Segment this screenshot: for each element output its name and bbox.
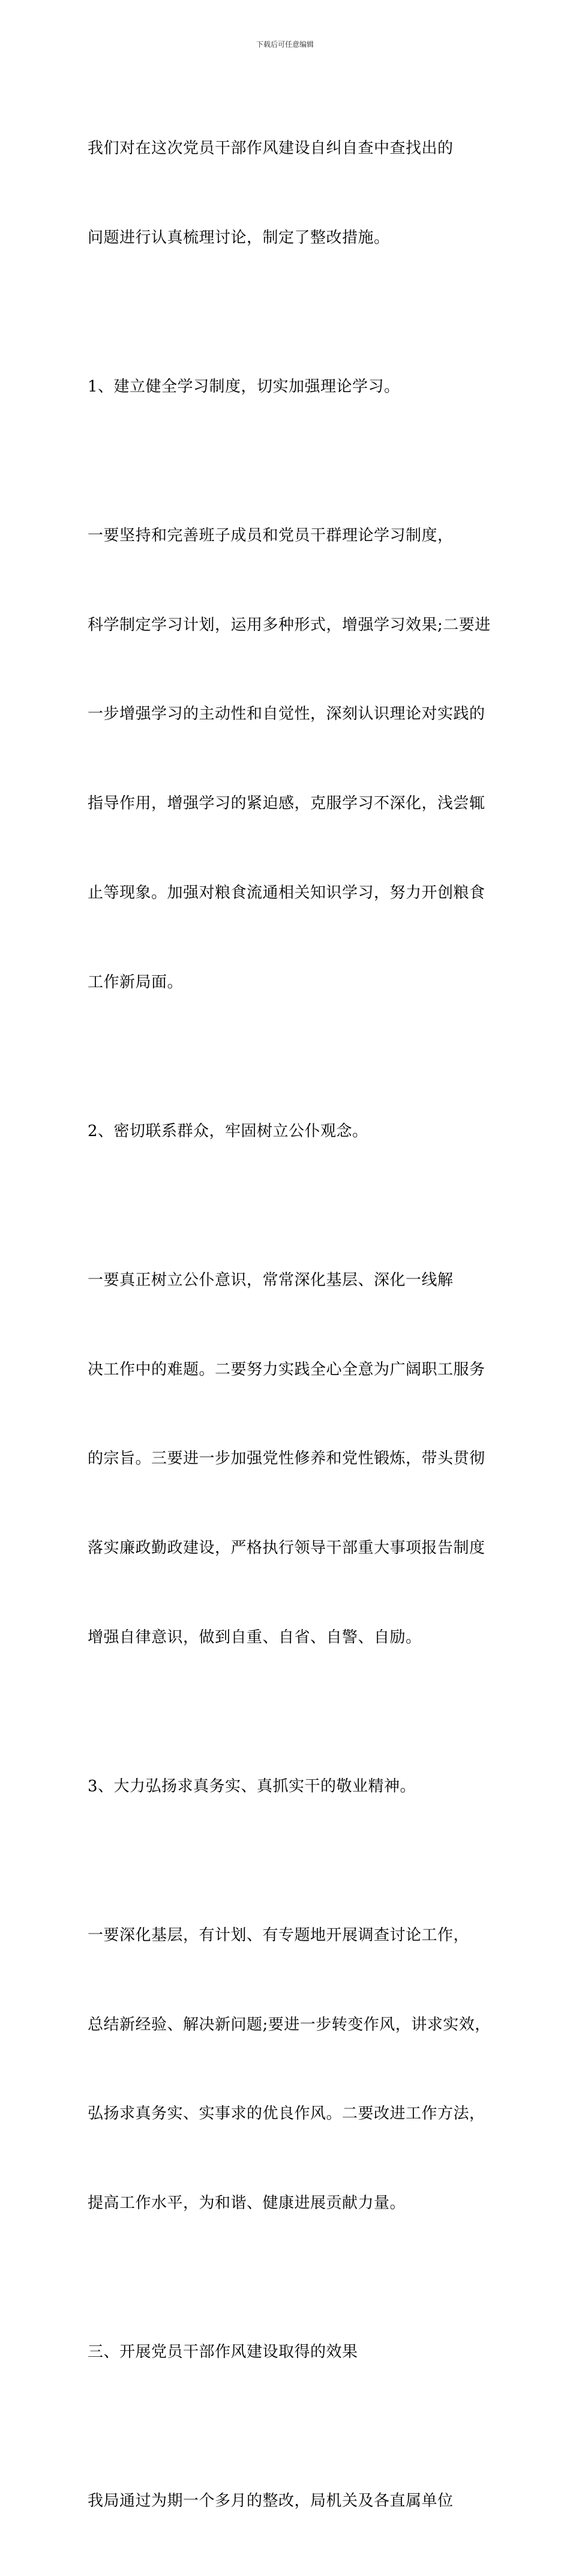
text-line: 指导作用，增强学习的紧迫感，克服学习不深化，浅尝辄 — [88, 794, 485, 813]
text-line: 一步增强学习的主动性和自觉性，深刻认识理论对实践的 — [88, 705, 485, 724]
section-heading — [88, 1713, 496, 1861]
text-line: 落实廉政勤政建设，严格执行领导干部重大事项报告制度 — [88, 1539, 485, 1558]
text-line: 一要深化基层，有计划、有专题地开展调查讨论工作， — [88, 1926, 470, 1944]
text-line: 弘扬求真务实、实事求的优良作风。二要改进工作方法， — [88, 2105, 485, 2123]
text-line: 提高工作水平，为和谐、健康进展贡献力量。 — [88, 2194, 406, 2213]
paragraph — [88, 2427, 496, 2576]
section-heading — [88, 1057, 496, 1206]
paragraph — [88, 1206, 496, 1713]
section-heading — [88, 2278, 496, 2427]
text-line: 一要坚持和完善班子成员和党员干群理论学习制度， — [88, 526, 454, 545]
text-line: 的宗旨。三要进一步加强党性修养和党性锻炼，带头贯彻 — [88, 1450, 485, 1468]
text-line: 三、开展党员干部作风建设取得的效果 — [88, 2343, 358, 2362]
text-line: 增强自律意识，做到自重、自省、自警、自励。 — [88, 1628, 422, 1646]
page-header: 下载后可任意编辑 — [256, 40, 314, 49]
text-line: 1、建立健全学习制度，切实加强理论学习。 — [88, 377, 400, 396]
section-heading — [88, 313, 496, 462]
text-line: 科学制定学习计划，运用多种形式，增强学习效果;二要进 — [88, 615, 491, 634]
paragraph — [88, 74, 496, 313]
text-line: 决工作中的难题。二要努力实践全心全意为广阔职工服务 — [88, 1360, 485, 1379]
text-line: 问题进行认真梳理讨论，制定了整改措施。 — [88, 228, 390, 247]
text-line: 一要真正树立公仆意识，常常深化基层、深化一线解 — [88, 1271, 454, 1289]
document-body — [88, 74, 496, 2576]
paragraph — [88, 462, 496, 1057]
text-line: 3、大力弘扬求真务实、真抓实干的敬业精神。 — [88, 1777, 416, 1795]
text-line: 工作新局面。 — [88, 973, 184, 991]
text-line: 2、密切联系群众，牢固树立公仆观念。 — [88, 1122, 368, 1140]
text-line: 止等现象。加强对粮食流通相关知识学习，努力开创粮食 — [88, 884, 485, 903]
text-line: 我们对在这次党员干部作风建设自纠自查中查找出的 — [88, 139, 454, 158]
text-line: 我局通过为期一个多月的整改，局机关及各直属单位 — [88, 2492, 454, 2511]
text-line: 总结新经验、解决新问题;要进一步转变作风，讲求实效， — [88, 2015, 491, 2034]
paragraph — [88, 1861, 496, 2278]
